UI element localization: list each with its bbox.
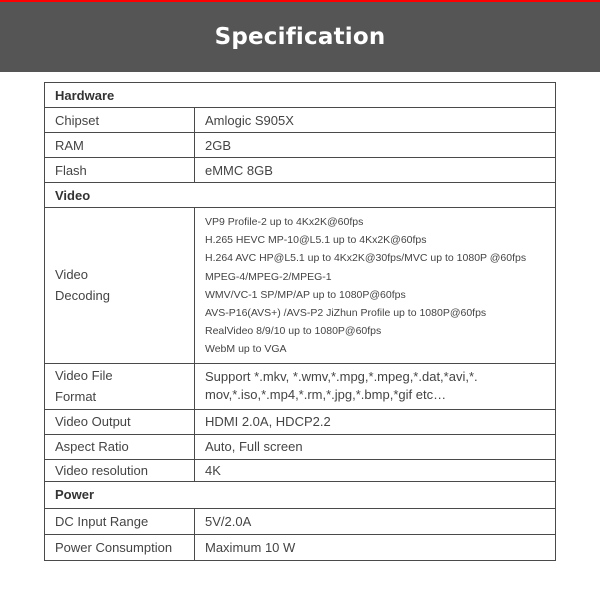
list-item: H.265 HEVC MP-10@L5.1 up to 4Kx2K@60fps — [205, 234, 427, 247]
value-line: mov,*.iso,*.mp4,*.rm,*.jpg,*.bmp,*gif etc… — [205, 387, 447, 403]
label-line: Decoding — [55, 288, 110, 304]
page-title: Specification — [214, 24, 386, 50]
label-line: Video File — [55, 368, 113, 384]
spec-label-video-file-format — [45, 363, 195, 409]
spec-value: Amlogic S905X — [195, 108, 556, 133]
spec-table — [44, 82, 556, 561]
spec-value: 2GB — [195, 133, 556, 158]
table-row — [45, 508, 556, 534]
list-item: H.264 AVC HP@L5.1 up to 4Kx2K@30fps/MVC up to 1080P @60fps — [205, 252, 527, 265]
table-row — [45, 158, 556, 183]
section-heading-power: Power — [45, 481, 556, 508]
value-line: Support *.mkv, *.wmv,*.mpg,*.mpeg,*.dat,*avi,*. — [205, 369, 478, 385]
decoding-list — [205, 208, 555, 363]
table-row — [45, 133, 556, 158]
section-heading-hardware: Hardware — [45, 83, 556, 108]
spec-label: Aspect Ratio — [45, 434, 195, 459]
list-item: VP9 Profile-2 up to 4Kx2K@60fps — [205, 216, 364, 228]
table-row-video-file-format — [45, 363, 556, 409]
spec-value-video-file-format — [195, 363, 556, 409]
label-line: Format — [55, 389, 97, 405]
section-row-video — [45, 183, 556, 208]
spec-value: Auto, Full screen — [195, 434, 556, 459]
header-banner — [0, 0, 600, 72]
section-row-power — [45, 481, 556, 508]
spec-value: HDMI 2.0A, HDCP2.2 — [195, 409, 556, 434]
list-item: WMV/VC-1 SP/MP/AP up to 1080P@60fps — [205, 288, 406, 301]
spec-label: Video Output — [45, 409, 195, 434]
spec-label: Video resolution — [45, 459, 195, 481]
label-line: Video — [55, 267, 89, 283]
section-heading-video: Video — [45, 183, 556, 208]
table-row — [45, 459, 556, 481]
table-row — [45, 108, 556, 133]
spec-label: DC Input Range — [45, 508, 195, 534]
table-row — [45, 534, 556, 560]
spec-label: Flash — [45, 158, 195, 183]
table-row — [45, 409, 556, 434]
spec-value: 5V/2.0A — [195, 508, 556, 534]
section-row-hardware — [45, 83, 556, 108]
spec-value-video-decoding — [195, 208, 556, 364]
spec-label: Chipset — [45, 108, 195, 133]
spec-value: eMMC 8GB — [195, 158, 556, 183]
list-item: MPEG-4/MPEG-2/MPEG-1 — [205, 270, 332, 283]
spec-value: Maximum 10 W — [195, 534, 556, 560]
spec-label: RAM — [45, 133, 195, 158]
table-row-video-decoding — [45, 208, 556, 364]
table-row — [45, 434, 556, 459]
spec-label: Power Consumption — [45, 534, 195, 560]
spec-value: 4K — [195, 459, 556, 481]
list-item: RealVideo 8/9/10 up to 1080P@60fps — [205, 325, 382, 338]
list-item: AVS-P16(AVS+) /AVS-P2 JiZhun Profile up to 1080P@60fps — [205, 307, 487, 320]
list-item: WebM up to VGA — [205, 343, 287, 356]
spec-label-video-decoding — [45, 208, 195, 364]
